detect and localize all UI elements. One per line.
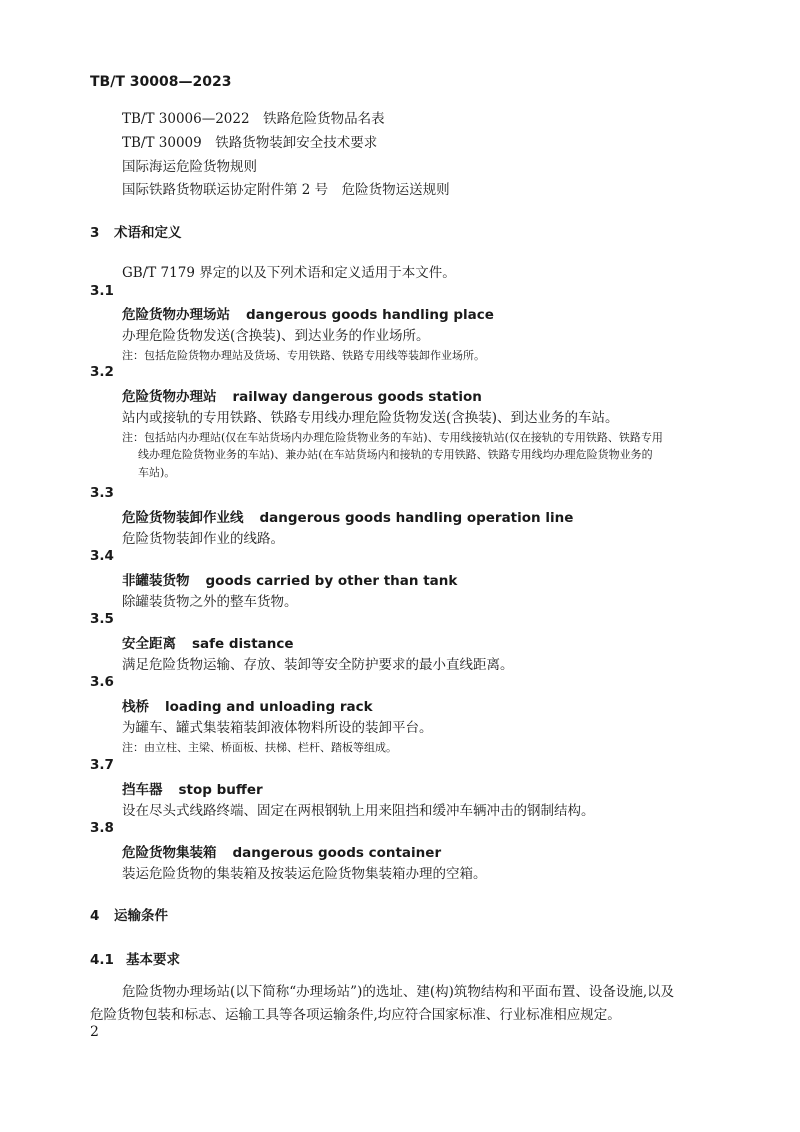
term-definition: 办理危险货物发送(含换装)、到达业务的作业场所。 [122, 328, 430, 344]
term-cn: 危险货物集装箱 [122, 845, 217, 861]
section-heading [90, 221, 182, 241]
term-note: 注：由立柱、主梁、桥面板、扶梯、栏杆、踏板等组成。 [122, 741, 397, 754]
term-en: stop buffer [178, 782, 263, 798]
paragraph-line: 危险货物包装和标志、运输工具等各项运输条件,均应符合国家标准、行业标准相应规定。 [90, 1007, 621, 1023]
reference-item: TB/T 30009 铁路货物装卸安全技术要求 [122, 135, 378, 151]
term-cn: 危险货物装卸作业线 [122, 510, 244, 526]
reference-item: 国际海运危险货物规则 [122, 159, 257, 175]
term-heading [122, 841, 441, 861]
section-intro: GB/T 7179 界定的以及下列术语和定义适用于本文件。 [122, 265, 456, 281]
term-note: 注：包括站内办理站(仅在车站货场内办理危险货物业务的车站)、专用线接轨站(仅在接轨的专用铁路、铁路专用 [122, 431, 663, 444]
term-en: dangerous goods handling operation line [259, 510, 574, 526]
term-cn: 危险货物办理场站 [122, 307, 230, 323]
term-en: dangerous goods handling place [246, 307, 494, 323]
subsection-number: 4.1 [90, 952, 114, 968]
term-heading [122, 385, 482, 405]
term-cn: 挡车器 [122, 782, 163, 798]
term-number: 3.3 [90, 485, 114, 501]
reference-item: TB/T 30006—2022 铁路危险货物品名表 [122, 111, 385, 127]
paragraph-line: 危险货物办理场站(以下简称“办理场站”)的选址、建(构)筑物结构和平面布置、设备设施,以及 [122, 984, 675, 1000]
term-definition: 为罐车、罐式集装箱装卸液体物料所设的装卸平台。 [122, 720, 433, 736]
term-number: 3.8 [90, 820, 114, 836]
term-number: 3.1 [90, 283, 114, 299]
term-note: 注：包括危险货物办理站及货场、专用铁路、铁路专用线等装卸作业场所。 [122, 349, 485, 362]
section-title: 运输条件 [114, 908, 168, 924]
term-definition: 装运危险货物的集装箱及按装运危险货物集装箱办理的空箱。 [122, 866, 487, 882]
reference-item: 国际铁路货物联运协定附件第 2 号 危险货物运送规则 [122, 182, 450, 198]
page-number: 2 [90, 1024, 99, 1040]
term-heading [122, 695, 373, 715]
term-cn: 安全距离 [122, 636, 176, 652]
term-number: 3.6 [90, 674, 114, 690]
term-definition: 设在尽头式线路终端、固定在两根钢轨上用来阻挡和缓冲车辆冲击的钢制结构。 [122, 803, 595, 819]
term-number: 3.5 [90, 611, 114, 627]
term-definition: 危险货物装卸作业的线路。 [122, 531, 284, 547]
document-header: TB/T 30008—2023 [90, 74, 232, 90]
term-number: 3.4 [90, 548, 114, 564]
term-note: 车站)。 [138, 466, 176, 479]
section-number: 4 [90, 908, 100, 924]
term-heading [122, 303, 494, 323]
term-cn: 栈桥 [122, 699, 149, 715]
subsection-heading [90, 948, 180, 968]
section-heading [90, 904, 168, 924]
term-heading [122, 506, 573, 526]
term-en: loading and unloading rack [165, 699, 373, 715]
term-en: safe distance [192, 636, 294, 652]
term-en: goods carried by other than tank [205, 573, 458, 589]
term-number: 3.2 [90, 364, 114, 380]
term-note: 线办理危险货物业务的车站)、兼办站(在车站货场内和接轨的专用铁路、铁路专用线均办理危险货物业务的 [138, 448, 653, 461]
term-en: dangerous goods container [232, 845, 442, 861]
term-cn: 危险货物办理站 [122, 389, 217, 405]
section-title: 术语和定义 [114, 225, 182, 241]
term-definition: 站内或接轨的专用铁路、铁路专用线办理危险货物发送(含换装)、到达业务的车站。 [122, 410, 619, 426]
term-number: 3.7 [90, 757, 114, 773]
subsection-title: 基本要求 [126, 952, 180, 968]
term-heading [122, 632, 294, 652]
term-heading [122, 569, 457, 589]
term-definition: 满足危险货物运输、存放、装卸等安全防护要求的最小直线距离。 [122, 657, 514, 673]
section-number: 3 [90, 225, 100, 241]
term-heading [122, 778, 263, 798]
term-cn: 非罐装货物 [122, 573, 190, 589]
term-en: railway dangerous goods station [232, 389, 482, 405]
term-definition: 除罐装货物之外的整车货物。 [122, 594, 298, 610]
